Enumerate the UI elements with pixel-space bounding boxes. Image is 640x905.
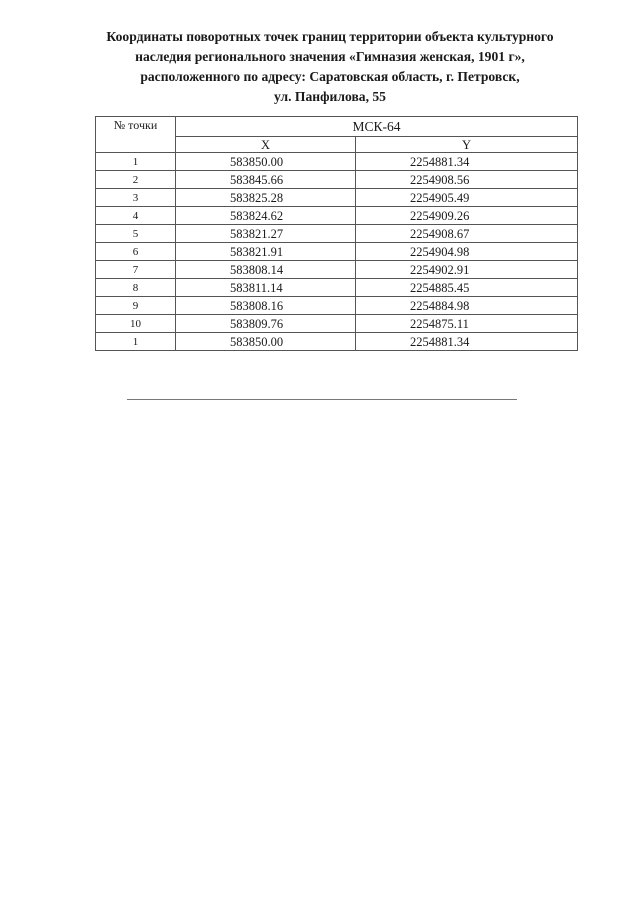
- point-number-cell: 3: [96, 189, 176, 207]
- x-value-cell: 583808.16: [176, 297, 356, 315]
- title-line: ул. Панфилова, 55: [274, 89, 386, 104]
- point-number-cell: 1: [96, 333, 176, 351]
- table-row: [96, 171, 578, 189]
- coordinate-system-header: МСК-64: [176, 117, 578, 137]
- y-axis-header: Y: [356, 137, 578, 153]
- point-number-cell: 1: [96, 153, 176, 171]
- point-number-cell: 8: [96, 279, 176, 297]
- y-value-cell: 2254905.49: [356, 189, 578, 207]
- y-value-cell: 2254904.98: [356, 243, 578, 261]
- y-value-cell: 2254908.67: [356, 225, 578, 243]
- table-row: [96, 225, 578, 243]
- point-number-cell: 4: [96, 207, 176, 225]
- table-row: [96, 189, 578, 207]
- point-number-cell: 6: [96, 243, 176, 261]
- point-number-cell: 9: [96, 297, 176, 315]
- x-axis-header: X: [176, 137, 356, 153]
- y-value-cell: 2254881.34: [356, 333, 578, 351]
- coordinates-table: [95, 116, 578, 351]
- x-value-cell: 583809.76: [176, 315, 356, 333]
- page-title: [60, 27, 600, 107]
- table-row: [96, 261, 578, 279]
- table-row: [96, 243, 578, 261]
- point-number-cell: 10: [96, 315, 176, 333]
- x-value-cell: 583825.28: [176, 189, 356, 207]
- y-value-cell: 2254875.11: [356, 315, 578, 333]
- x-value-cell: 583850.00: [176, 153, 356, 171]
- table-row: [96, 153, 578, 171]
- x-value-cell: 583821.91: [176, 243, 356, 261]
- y-value-cell: 2254909.26: [356, 207, 578, 225]
- x-value-cell: 583811.14: [176, 279, 356, 297]
- y-value-cell: 2254908.56: [356, 171, 578, 189]
- point-number-cell: 5: [96, 225, 176, 243]
- point-number-cell: 7: [96, 261, 176, 279]
- y-value-cell: 2254902.91: [356, 261, 578, 279]
- title-line: расположенного по адресу: Саратовская область, г. Петровск,: [140, 69, 520, 84]
- y-value-cell: 2254885.45: [356, 279, 578, 297]
- x-value-cell: 583808.14: [176, 261, 356, 279]
- table-row: [96, 315, 578, 333]
- table-body: [96, 153, 578, 351]
- title-line: наследия регионального значения «Гимназия женская, 1901 г»,: [135, 49, 525, 64]
- table-header-row: [96, 117, 578, 137]
- point-number-header: № точки: [96, 117, 176, 153]
- table-row: [96, 333, 578, 351]
- x-value-cell: 583824.62: [176, 207, 356, 225]
- y-value-cell: 2254881.34: [356, 153, 578, 171]
- y-value-cell: 2254884.98: [356, 297, 578, 315]
- title-line: Координаты поворотных точек границ территории объекта культурного: [106, 29, 554, 44]
- x-value-cell: 583821.27: [176, 225, 356, 243]
- table-row: [96, 207, 578, 225]
- table-row: [96, 297, 578, 315]
- point-number-cell: 2: [96, 171, 176, 189]
- x-value-cell: 583845.66: [176, 171, 356, 189]
- table-row: [96, 279, 578, 297]
- bottom-divider: [127, 399, 517, 400]
- x-value-cell: 583850.00: [176, 333, 356, 351]
